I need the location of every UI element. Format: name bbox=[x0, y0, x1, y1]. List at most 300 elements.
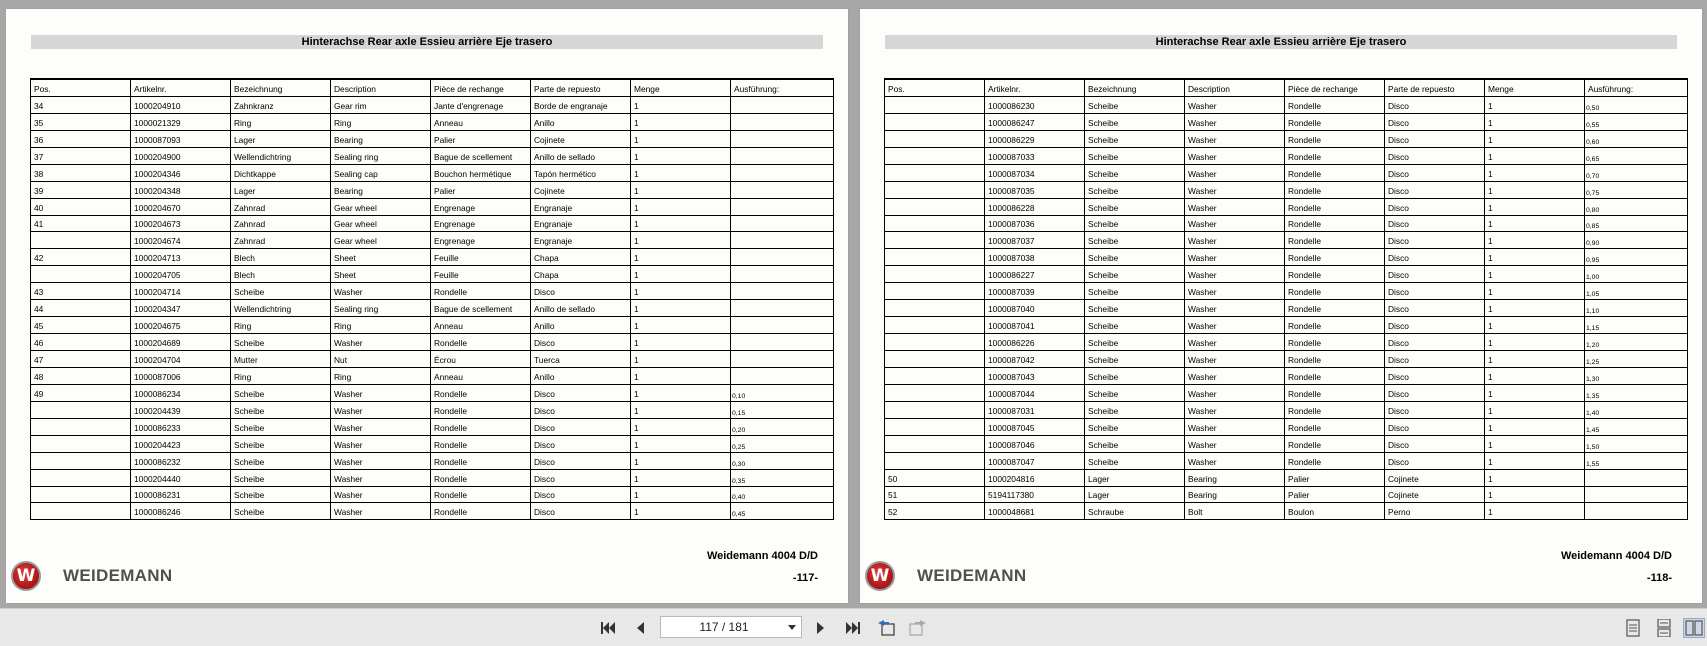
quantity-cell: 1 bbox=[1485, 215, 1585, 232]
description-cell: Sealing ring bbox=[331, 300, 431, 317]
description-cell: Washer bbox=[1185, 249, 1285, 266]
bezeichnung-cell: Lager bbox=[231, 130, 331, 147]
col-menge: Menge bbox=[1485, 79, 1585, 96]
quantity-cell: 1 bbox=[631, 215, 731, 232]
pos-cell bbox=[31, 503, 131, 520]
quantity-cell: 1 bbox=[631, 334, 731, 351]
article-number-cell: 1000204440 bbox=[131, 469, 231, 486]
table-row bbox=[31, 96, 834, 113]
quantity-cell: 1 bbox=[631, 486, 731, 503]
article-number-cell: 1000204704 bbox=[131, 351, 231, 368]
pos-cell: 40 bbox=[31, 198, 131, 215]
article-number-cell: 1000086229 bbox=[985, 130, 1085, 147]
quantity-cell: 1 bbox=[1485, 113, 1585, 130]
quantity-cell: 1 bbox=[1485, 418, 1585, 435]
piece-cell: Engrenage bbox=[431, 198, 531, 215]
parte-cell: Disco bbox=[1385, 181, 1485, 198]
table-row bbox=[31, 418, 834, 435]
pos-cell bbox=[885, 435, 985, 452]
piece-cell: Rondelle bbox=[431, 418, 531, 435]
variant-cell: 1,10 bbox=[1585, 300, 1688, 317]
page-selector[interactable] bbox=[660, 616, 802, 638]
piece-cell: Rondelle bbox=[1285, 401, 1385, 418]
description-cell: Washer bbox=[1185, 164, 1285, 181]
parte-cell: Chapa bbox=[531, 249, 631, 266]
table-row bbox=[885, 435, 1688, 452]
table-row bbox=[31, 351, 834, 368]
variant-cell bbox=[731, 215, 834, 232]
table-row bbox=[31, 130, 834, 147]
table-header-row bbox=[31, 79, 834, 96]
piece-cell: Rondelle bbox=[1285, 215, 1385, 232]
quantity-cell: 1 bbox=[1485, 232, 1585, 249]
parte-cell: Disco bbox=[531, 486, 631, 503]
page-number: -117- bbox=[792, 572, 818, 584]
bezeichnung-cell: Scheibe bbox=[1085, 317, 1185, 334]
description-cell: Washer bbox=[1185, 96, 1285, 113]
variant-cell: 0,45 bbox=[731, 503, 834, 520]
description-cell: Ring bbox=[331, 113, 431, 130]
table-row bbox=[885, 486, 1688, 503]
pos-cell: 44 bbox=[31, 300, 131, 317]
parte-cell: Disco bbox=[531, 503, 631, 520]
piece-cell: Rondelle bbox=[1285, 452, 1385, 469]
table-row bbox=[31, 367, 834, 384]
bezeichnung-cell: Scheibe bbox=[1085, 147, 1185, 164]
page-title: Hinterachse Rear axle Essieu arrière Eje trasero bbox=[885, 35, 1677, 49]
table-row bbox=[885, 401, 1688, 418]
quantity-cell: 1 bbox=[631, 401, 731, 418]
parte-cell: Disco bbox=[1385, 334, 1485, 351]
bezeichnung-cell: Scheibe bbox=[1085, 283, 1185, 300]
page-118 bbox=[860, 9, 1702, 603]
piece-cell: Rondelle bbox=[1285, 384, 1385, 401]
piece-cell: Rondelle bbox=[1285, 249, 1385, 266]
pos-cell bbox=[885, 317, 985, 334]
forward-icon[interactable] bbox=[907, 618, 929, 638]
article-number-cell: 1000204713 bbox=[131, 249, 231, 266]
pos-cell bbox=[885, 181, 985, 198]
bezeichnung-cell: Ring bbox=[231, 113, 331, 130]
description-cell: Washer bbox=[331, 435, 431, 452]
continuous-page-icon[interactable] bbox=[1653, 618, 1675, 638]
article-number-cell: 1000086233 bbox=[131, 418, 231, 435]
article-number-cell: 1000204423 bbox=[131, 435, 231, 452]
piece-cell: Rondelle bbox=[431, 401, 531, 418]
bezeichnung-cell: Lager bbox=[231, 181, 331, 198]
article-number-cell: 1000087035 bbox=[985, 181, 1085, 198]
pos-cell bbox=[885, 96, 985, 113]
bezeichnung-cell: Scheibe bbox=[1085, 435, 1185, 452]
bezeichnung-cell: Wellendichtring bbox=[231, 300, 331, 317]
piece-cell: Palier bbox=[431, 181, 531, 198]
logo-mark-icon: W bbox=[11, 561, 41, 591]
quantity-cell: 1 bbox=[631, 147, 731, 164]
parte-cell: Disco bbox=[531, 435, 631, 452]
col-parte: Parte de repuesto bbox=[1385, 79, 1485, 96]
table-row bbox=[31, 300, 834, 317]
col-bezeichnung: Bezeichnung bbox=[231, 79, 331, 96]
single-page-icon[interactable] bbox=[1622, 618, 1644, 638]
table-row bbox=[31, 317, 834, 334]
piece-cell: Rondelle bbox=[1285, 164, 1385, 181]
variant-cell: 1,35 bbox=[1585, 384, 1688, 401]
pos-cell: 35 bbox=[31, 113, 131, 130]
variant-cell: 1,25 bbox=[1585, 351, 1688, 368]
variant-cell: 0,95 bbox=[1585, 249, 1688, 266]
bezeichnung-cell: Scheibe bbox=[1085, 164, 1185, 181]
article-number-cell: 1000204347 bbox=[131, 300, 231, 317]
pos-cell bbox=[885, 351, 985, 368]
parte-cell: Disco bbox=[1385, 249, 1485, 266]
pos-cell bbox=[31, 401, 131, 418]
pos-cell bbox=[31, 418, 131, 435]
bezeichnung-cell: Scheibe bbox=[231, 384, 331, 401]
parte-cell: Disco bbox=[1385, 317, 1485, 334]
two-page-icon[interactable] bbox=[1683, 618, 1705, 638]
table-row bbox=[885, 113, 1688, 130]
article-number-cell: 1000204714 bbox=[131, 283, 231, 300]
piece-cell: Anneau bbox=[431, 367, 531, 384]
col-description: Description bbox=[331, 79, 431, 96]
table-row bbox=[885, 351, 1688, 368]
parte-cell: Anillo bbox=[531, 367, 631, 384]
parte-cell: Disco bbox=[1385, 351, 1485, 368]
col-menge: Menge bbox=[631, 79, 731, 96]
quantity-cell: 1 bbox=[631, 164, 731, 181]
parte-cell: Disco bbox=[1385, 401, 1485, 418]
pos-cell: 47 bbox=[31, 351, 131, 368]
piece-cell: Feuille bbox=[431, 249, 531, 266]
piece-cell: Rondelle bbox=[431, 283, 531, 300]
piece-cell: Bague de scellement bbox=[431, 147, 531, 164]
piece-cell: Rondelle bbox=[1285, 181, 1385, 198]
variant-cell: 1,05 bbox=[1585, 283, 1688, 300]
weidemann-logo bbox=[11, 561, 172, 591]
article-number-cell: 1000021329 bbox=[131, 113, 231, 130]
piece-cell: Engrenage bbox=[431, 215, 531, 232]
variant-cell: 0,30 bbox=[731, 452, 834, 469]
table-row bbox=[31, 215, 834, 232]
table-row bbox=[31, 435, 834, 452]
parte-cell: Engranaje bbox=[531, 215, 631, 232]
description-cell: Washer bbox=[1185, 198, 1285, 215]
description-cell: Sheet bbox=[331, 249, 431, 266]
pos-cell: 49 bbox=[31, 384, 131, 401]
back-icon[interactable] bbox=[875, 618, 897, 638]
parte-cell: Disco bbox=[1385, 384, 1485, 401]
quantity-cell: 1 bbox=[1485, 198, 1585, 215]
bezeichnung-cell: Mutter bbox=[231, 351, 331, 368]
col-artikelnr: Artikelnr. bbox=[985, 79, 1085, 96]
pos-cell bbox=[885, 266, 985, 283]
piece-cell: Jante d'engrenage bbox=[431, 96, 531, 113]
pos-cell bbox=[31, 232, 131, 249]
table-row bbox=[885, 469, 1688, 486]
piece-cell: Rondelle bbox=[1285, 232, 1385, 249]
page-title: Hinterachse Rear axle Essieu arrière Eje trasero bbox=[31, 35, 823, 49]
pos-cell: 34 bbox=[31, 96, 131, 113]
description-cell: Bearing bbox=[1185, 469, 1285, 486]
bezeichnung-cell: Schraube bbox=[1085, 503, 1185, 520]
article-number-cell: 1000048681 bbox=[985, 503, 1085, 520]
variant-cell: 0,15 bbox=[731, 401, 834, 418]
piece-cell: Boulon bbox=[1285, 503, 1385, 520]
parte-cell: Disco bbox=[1385, 266, 1485, 283]
pos-cell bbox=[885, 113, 985, 130]
quantity-cell: 1 bbox=[1485, 486, 1585, 503]
table-row bbox=[31, 232, 834, 249]
article-number-cell: 1000087045 bbox=[985, 418, 1085, 435]
quantity-cell: 1 bbox=[631, 96, 731, 113]
description-cell: Gear rim bbox=[331, 96, 431, 113]
col-description: Description bbox=[1185, 79, 1285, 96]
description-cell: Washer bbox=[331, 384, 431, 401]
article-number-cell: 1000204900 bbox=[131, 147, 231, 164]
variant-cell bbox=[1585, 469, 1688, 486]
pos-cell: 50 bbox=[885, 469, 985, 486]
parte-cell: Chapa bbox=[531, 266, 631, 283]
bezeichnung-cell: Ring bbox=[231, 317, 331, 334]
description-cell: Bearing bbox=[1185, 486, 1285, 503]
pos-cell bbox=[885, 300, 985, 317]
description-cell: Washer bbox=[331, 401, 431, 418]
variant-cell bbox=[731, 96, 834, 113]
quantity-cell: 1 bbox=[1485, 401, 1585, 418]
parte-cell: Anillo de sellado bbox=[531, 147, 631, 164]
weidemann-logo bbox=[865, 561, 1026, 591]
table-row bbox=[31, 164, 834, 181]
quantity-cell: 1 bbox=[1485, 130, 1585, 147]
description-cell: Gear wheel bbox=[331, 198, 431, 215]
article-number-cell: 1000086227 bbox=[985, 266, 1085, 283]
parte-cell: Disco bbox=[531, 401, 631, 418]
quantity-cell: 1 bbox=[1485, 503, 1585, 520]
article-number-cell: 1000204910 bbox=[131, 96, 231, 113]
pos-cell bbox=[885, 198, 985, 215]
variant-cell bbox=[731, 266, 834, 283]
description-cell: Washer bbox=[1185, 418, 1285, 435]
description-cell: Bolt bbox=[1185, 503, 1285, 520]
bezeichnung-cell: Scheibe bbox=[1085, 96, 1185, 113]
pos-cell bbox=[885, 334, 985, 351]
col-parte: Parte de repuesto bbox=[531, 79, 631, 96]
next-page-icon[interactable] bbox=[810, 618, 832, 638]
parte-cell: Disco bbox=[1385, 147, 1485, 164]
article-number-cell: 1000087006 bbox=[131, 367, 231, 384]
article-number-cell: 1000204348 bbox=[131, 181, 231, 198]
table-row bbox=[885, 418, 1688, 435]
quantity-cell: 1 bbox=[1485, 469, 1585, 486]
piece-cell: Rondelle bbox=[1285, 334, 1385, 351]
quantity-cell: 1 bbox=[1485, 266, 1585, 283]
description-cell: Washer bbox=[1185, 283, 1285, 300]
variant-cell: 1,30 bbox=[1585, 367, 1688, 384]
parte-cell: Tapón hermético bbox=[531, 164, 631, 181]
quantity-cell: 1 bbox=[631, 351, 731, 368]
table-row bbox=[885, 232, 1688, 249]
variant-cell: 1,00 bbox=[1585, 266, 1688, 283]
table-row bbox=[31, 147, 834, 164]
description-cell: Washer bbox=[331, 486, 431, 503]
first-page-icon[interactable] bbox=[597, 618, 619, 638]
table-row bbox=[885, 130, 1688, 147]
piece-cell: Rondelle bbox=[431, 384, 531, 401]
bezeichnung-cell: Scheibe bbox=[1085, 334, 1185, 351]
variant-cell bbox=[731, 300, 834, 317]
page-117 bbox=[6, 9, 848, 603]
page-number: -118- bbox=[1646, 572, 1672, 584]
bezeichnung-cell: Zahnrad bbox=[231, 215, 331, 232]
table-row bbox=[885, 317, 1688, 334]
bezeichnung-cell: Scheibe bbox=[1085, 300, 1185, 317]
table-row bbox=[885, 215, 1688, 232]
bezeichnung-cell: Scheibe bbox=[1085, 232, 1185, 249]
description-cell: Washer bbox=[1185, 130, 1285, 147]
pos-cell bbox=[31, 266, 131, 283]
article-number-cell: 1000087040 bbox=[985, 300, 1085, 317]
article-number-cell: 1000086230 bbox=[985, 96, 1085, 113]
table-row bbox=[31, 283, 834, 300]
pos-cell bbox=[885, 367, 985, 384]
description-cell: Washer bbox=[1185, 181, 1285, 198]
table-row bbox=[885, 266, 1688, 283]
description-cell: Gear wheel bbox=[331, 215, 431, 232]
col-ausfuehrung: Ausführung: bbox=[1585, 79, 1688, 96]
quantity-cell: 1 bbox=[631, 232, 731, 249]
table-row bbox=[885, 283, 1688, 300]
col-pos: Pos. bbox=[31, 79, 131, 96]
variant-cell bbox=[731, 130, 834, 147]
quantity-cell: 1 bbox=[631, 283, 731, 300]
description-cell: Washer bbox=[1185, 452, 1285, 469]
bezeichnung-cell: Scheibe bbox=[231, 486, 331, 503]
parte-cell: Cojinete bbox=[531, 130, 631, 147]
last-page-icon[interactable] bbox=[842, 618, 864, 638]
bezeichnung-cell: Lager bbox=[1085, 486, 1185, 503]
quantity-cell: 1 bbox=[1485, 351, 1585, 368]
variant-cell: 0,25 bbox=[731, 435, 834, 452]
variant-cell bbox=[731, 351, 834, 368]
description-cell: Washer bbox=[331, 503, 431, 520]
table-row bbox=[885, 181, 1688, 198]
piece-cell: Rondelle bbox=[1285, 351, 1385, 368]
description-cell: Washer bbox=[1185, 435, 1285, 452]
description-cell: Washer bbox=[1185, 367, 1285, 384]
table-row bbox=[31, 249, 834, 266]
parte-cell: Disco bbox=[1385, 215, 1485, 232]
article-number-cell: 1000087044 bbox=[985, 384, 1085, 401]
description-cell: Washer bbox=[1185, 401, 1285, 418]
table-row bbox=[31, 198, 834, 215]
pos-cell: 51 bbox=[885, 486, 985, 503]
description-cell: Washer bbox=[1185, 317, 1285, 334]
variant-cell: 1,20 bbox=[1585, 334, 1688, 351]
pos-cell: 36 bbox=[31, 130, 131, 147]
quantity-cell: 1 bbox=[1485, 283, 1585, 300]
bezeichnung-cell: Scheibe bbox=[1085, 198, 1185, 215]
quantity-cell: 1 bbox=[1485, 300, 1585, 317]
piece-cell: Bague de scellement bbox=[431, 300, 531, 317]
piece-cell: Engrenage bbox=[431, 232, 531, 249]
article-number-cell: 1000086231 bbox=[131, 486, 231, 503]
variant-cell bbox=[731, 283, 834, 300]
description-cell: Gear wheel bbox=[331, 232, 431, 249]
quantity-cell: 1 bbox=[631, 181, 731, 198]
model-name: Weidemann 4004 D/D bbox=[706, 550, 818, 562]
description-cell: Sheet bbox=[331, 266, 431, 283]
logo-text: WEIDEMANN bbox=[917, 566, 1027, 585]
col-pos: Pos. bbox=[885, 79, 985, 96]
quantity-cell: 1 bbox=[1485, 147, 1585, 164]
table-row bbox=[31, 384, 834, 401]
pos-cell bbox=[31, 435, 131, 452]
table-row bbox=[31, 113, 834, 130]
bezeichnung-cell: Blech bbox=[231, 249, 331, 266]
bezeichnung-cell: Scheibe bbox=[1085, 367, 1185, 384]
parte-cell: Borde de engranaje bbox=[531, 96, 631, 113]
bezeichnung-cell: Scheibe bbox=[1085, 401, 1185, 418]
pos-cell: 45 bbox=[31, 317, 131, 334]
description-cell: Washer bbox=[1185, 384, 1285, 401]
variant-cell: 1,15 bbox=[1585, 317, 1688, 334]
quantity-cell: 1 bbox=[1485, 249, 1585, 266]
description-cell: Washer bbox=[1185, 334, 1285, 351]
quantity-cell: 1 bbox=[1485, 367, 1585, 384]
pos-cell bbox=[885, 452, 985, 469]
variant-cell: 0,75 bbox=[1585, 181, 1688, 198]
table-row bbox=[31, 503, 834, 520]
variant-cell bbox=[731, 317, 834, 334]
col-ausfuehrung: Ausführung: bbox=[731, 79, 834, 96]
quantity-cell: 1 bbox=[631, 367, 731, 384]
bezeichnung-cell: Ring bbox=[231, 367, 331, 384]
parte-cell: Disco bbox=[1385, 418, 1485, 435]
pos-cell bbox=[885, 215, 985, 232]
parte-cell: Cojinete bbox=[531, 181, 631, 198]
table-row bbox=[31, 452, 834, 469]
pos-cell: 42 bbox=[31, 249, 131, 266]
quantity-cell: 1 bbox=[631, 300, 731, 317]
article-number-cell: 1000087033 bbox=[985, 147, 1085, 164]
description-cell: Sealing cap bbox=[331, 164, 431, 181]
piece-cell: Rondelle bbox=[1285, 283, 1385, 300]
parts-table bbox=[884, 78, 1688, 520]
bezeichnung-cell: Scheibe bbox=[231, 418, 331, 435]
quantity-cell: 1 bbox=[1485, 384, 1585, 401]
parte-cell: Disco bbox=[1385, 198, 1485, 215]
parte-cell: Disco bbox=[1385, 283, 1485, 300]
quantity-cell: 1 bbox=[1485, 435, 1585, 452]
variant-cell bbox=[731, 232, 834, 249]
article-number-cell: 1000087046 bbox=[985, 435, 1085, 452]
piece-cell: Rondelle bbox=[1285, 317, 1385, 334]
piece-cell: Écrou bbox=[431, 351, 531, 368]
parte-cell: Disco bbox=[1385, 232, 1485, 249]
article-number-cell: 1000087039 bbox=[985, 283, 1085, 300]
previous-page-icon[interactable] bbox=[629, 618, 651, 638]
bezeichnung-cell: Scheibe bbox=[1085, 351, 1185, 368]
piece-cell: Rondelle bbox=[431, 452, 531, 469]
pos-cell: 52 bbox=[885, 503, 985, 520]
variant-cell: 1,45 bbox=[1585, 418, 1688, 435]
logo-mark-icon: W bbox=[865, 561, 895, 591]
table-row bbox=[885, 367, 1688, 384]
table-row bbox=[31, 266, 834, 283]
variant-cell: 0,65 bbox=[1585, 147, 1688, 164]
piece-cell: Palier bbox=[1285, 486, 1385, 503]
parte-cell: Anillo bbox=[531, 113, 631, 130]
